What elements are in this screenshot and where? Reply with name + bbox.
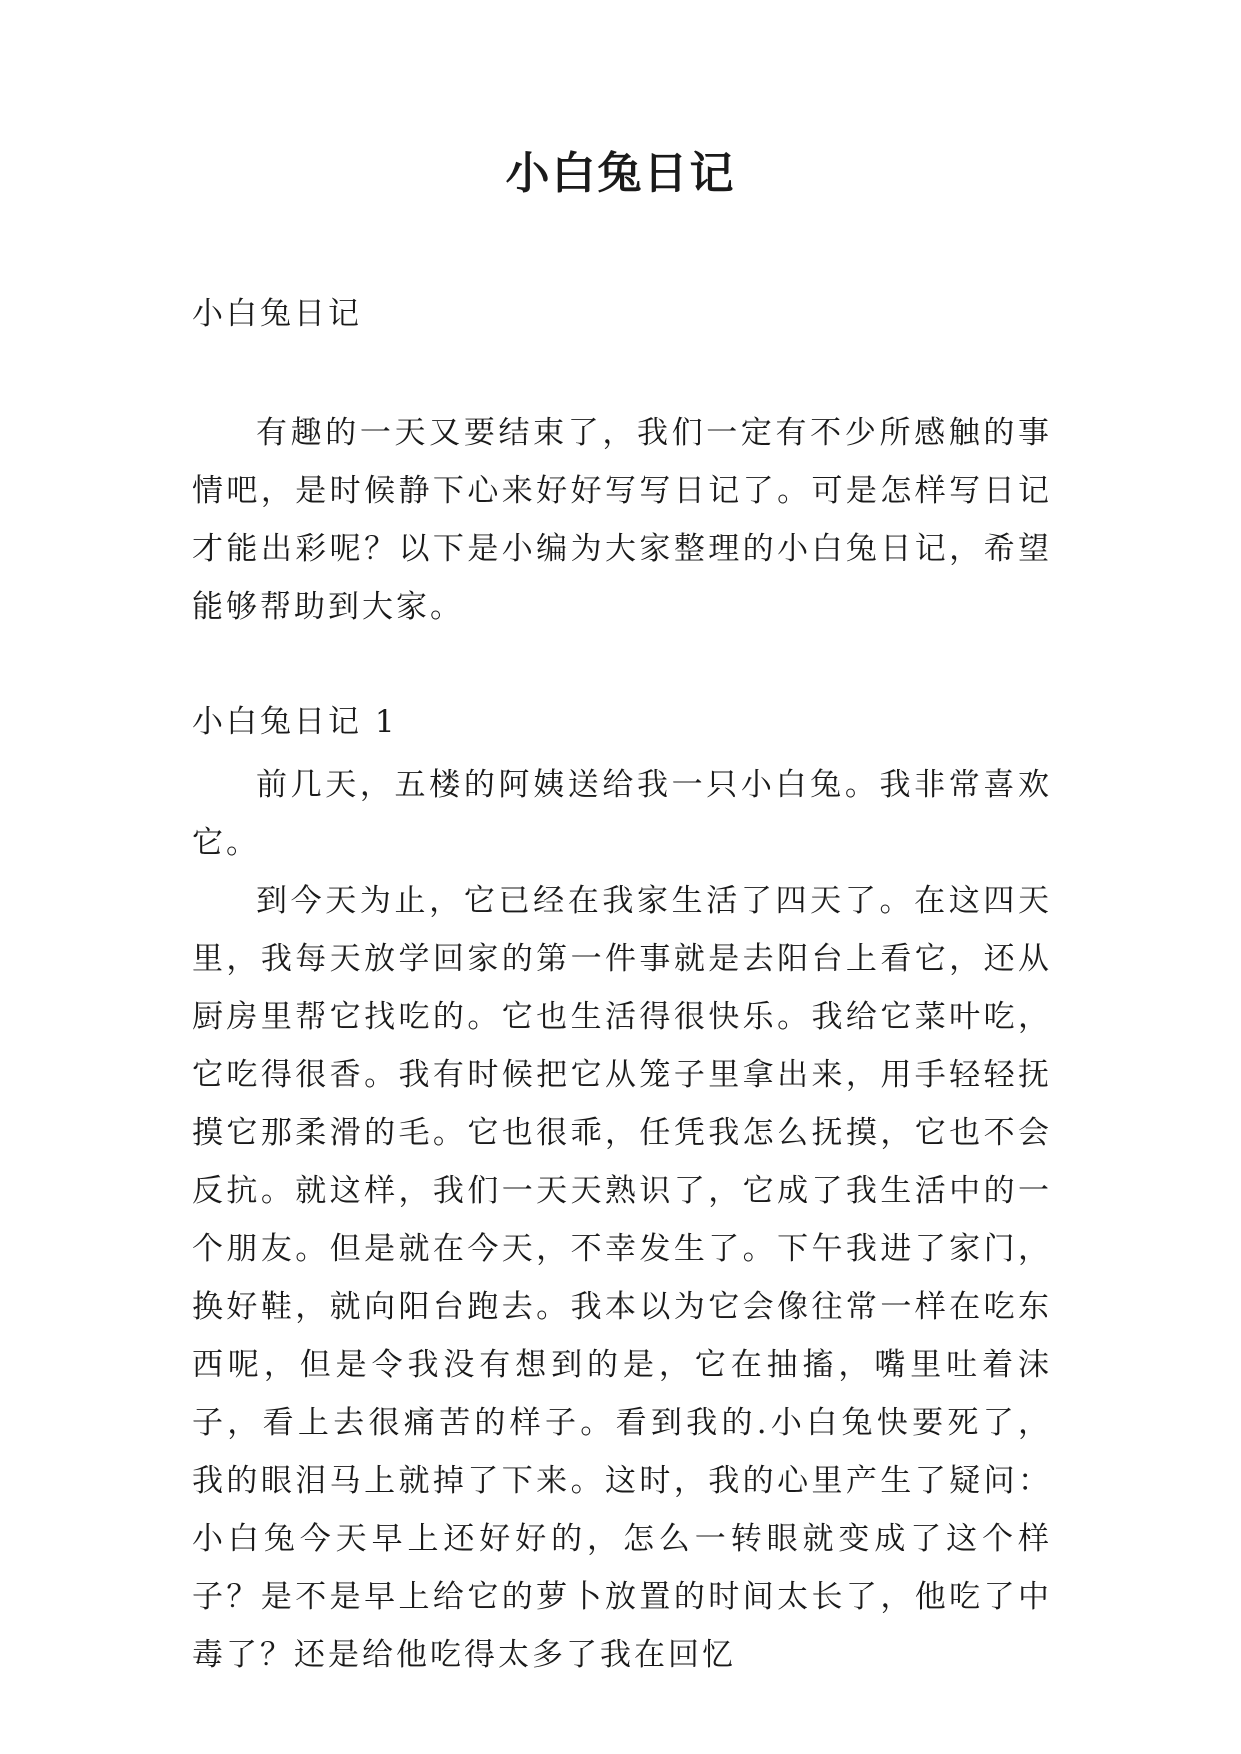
section-heading: 小白兔日记 1 bbox=[192, 704, 398, 740]
document-title: 小白兔日记 bbox=[505, 148, 736, 199]
diary-body bbox=[192, 756, 1052, 1684]
diary-paragraph: 到今天为止，它已经在我家生活了四天了。在这四天里，我每天放学回家的第一件事就是去阳台上看它，还从厨房里帮它找吃的。它也生活得很快乐。我给它菜叶吃，它吃得很香。我有时候把它从笼子里拿出来，用手轻轻抚摸它那柔滑的毛。它也很乖，任凭我怎么抚摸，它也不会反抗。就这样，我们一天天熟识了，它成了我生活中的一个朋友。但是就在今天，不幸发生了。下午我进了家门，换好鞋，就向阳台跑去。我本以为它会像往常一样在吃东西呢，但是令我没有想到的是，它在抽搐，嘴里吐着沫子，看上去很痛苦的样子。看到我的.小白兔快要死了，我的眼泪马上就掉了下来。这时，我的心里产生了疑问：小白兔今天早上还好好的，怎么一转眼就变成了这个样子？是不是早上给它的萝卜放置的时间太长了，他吃了中毒了？还是给他吃得太多了我在回忆 bbox=[192, 883, 1052, 1673]
diary-paragraph: 前几天，五楼的阿姨送给我一只小白兔。我非常喜欢它。 bbox=[192, 767, 1052, 861]
intro-paragraph: 有趣的一天又要结束了，我们一定有不少所感触的事情吧，是时候静下心来好好写写日记了。可是怎样写日记才能出彩呢？以下是小编为大家整理的小白兔日记，希望能够帮助到大家。 bbox=[192, 415, 1052, 625]
document-subtitle: 小白兔日记 bbox=[192, 296, 362, 332]
